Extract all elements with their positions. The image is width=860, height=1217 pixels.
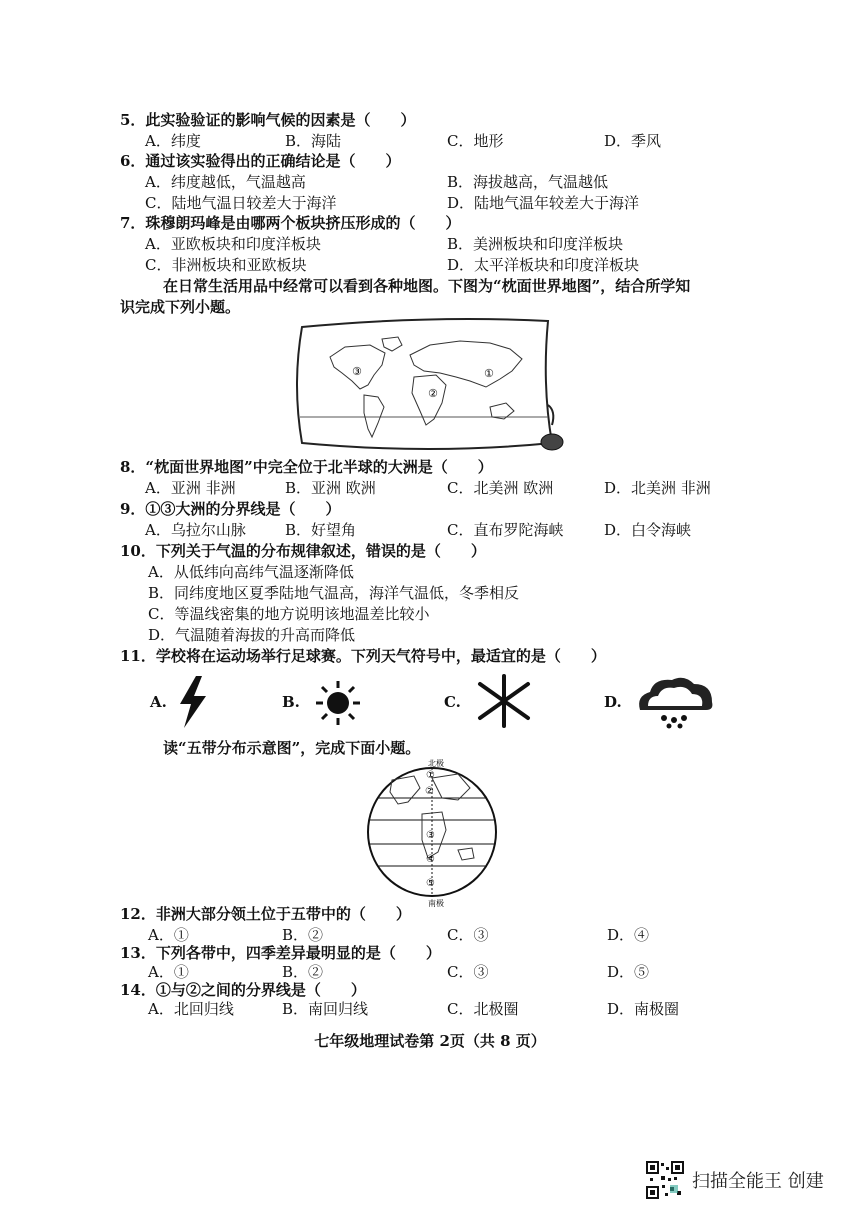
five-zones-globe [362, 758, 502, 908]
q11-stem: 11．学校将在运动场举行足球赛。下列天气符号中，最适宜的是（ ） [120, 647, 606, 665]
qr-code-icon [646, 1161, 684, 1199]
q14-option-b: B．南回归线 [282, 1000, 369, 1018]
page-footer: 七年级地理试卷第 2页（共 8 页） [314, 1032, 546, 1050]
q10-stem: 10．下列关于气温的分布规律叙述，错误的是（ ） [120, 542, 486, 560]
q7-option-c: C．非洲板块和亚欧板块 [145, 256, 307, 274]
q12-option-c: C．③ [447, 926, 489, 944]
map-label-2: ② [428, 387, 438, 400]
globe-zone-5: ⑤ [426, 878, 435, 889]
q9-option-a: A．乌拉尔山脉 [145, 521, 246, 539]
q14-stem: 14．①与②之间的分界线是（ ） [120, 981, 366, 999]
globe-zone-3: ③ [426, 830, 435, 841]
q5-option-c: C．地形 [447, 132, 504, 150]
q10-option-a: A．从低纬向高纬气温逐渐降低 [148, 563, 354, 581]
map-label-3: ③ [352, 365, 362, 378]
q6-stem: 6．通过该实验得出的正确结论是（ ） [120, 152, 401, 170]
q10-option-d: D．气温随着海拔的升高而降低 [148, 626, 356, 644]
q5-option-b: B．海陆 [285, 132, 342, 150]
q6-option-c: C．陆地气温日较差大于海洋 [145, 194, 337, 212]
intro-pillow-map-line1: 在日常生活用品中经常可以看到各种地图。下图为“枕面世界地图”，结合所学知 [163, 277, 691, 295]
q9-option-c: C．直布罗陀海峡 [447, 521, 564, 539]
q11-option-a: A. [150, 693, 167, 711]
q13-option-d: D．⑤ [607, 963, 650, 981]
q5-stem: 5．此实验验证的影响气候的因素是（ ） [120, 111, 416, 129]
map-label-1: ① [484, 367, 494, 380]
q6-option-b: B．海拔越高，气温越低 [447, 173, 609, 191]
q7-option-d: D．太平洋板块和印度洋板块 [447, 256, 640, 274]
q6-option-a: A．纬度越低，气温越高 [145, 173, 306, 191]
scanner-watermark [646, 1160, 824, 1200]
q12-option-b: B．② [282, 926, 324, 944]
snow-icon [474, 674, 534, 728]
globe-zone-2: ② [425, 786, 434, 797]
q13-stem: 13．下列各带中，四季差异最明显的是（ ） [120, 944, 441, 962]
q13-option-b: B．② [282, 963, 324, 981]
q14-option-c: C．北极圈 [447, 1000, 519, 1018]
sun-icon [314, 679, 362, 727]
q11-option-b: B. [282, 693, 300, 711]
q8-option-c: C．北美洲 欧洲 [447, 479, 554, 497]
q11-option-c: C. [444, 693, 461, 711]
globe-zone-1: ① [426, 770, 435, 781]
q7-stem: 7．珠穆朗玛峰是由哪两个板块挤压形成的（ ） [120, 214, 461, 232]
pillow-world-map [290, 315, 570, 455]
q5-option-d: D．季风 [604, 132, 662, 150]
q7-option-b: B．美洲板块和印度洋板块 [447, 235, 624, 253]
q9-option-d: D．白令海峡 [604, 521, 692, 539]
q7-option-a: A．亚欧板块和印度洋板块 [145, 235, 321, 253]
q9-option-b: B．好望角 [285, 521, 357, 539]
globe-south-pole: 南极 [428, 899, 444, 908]
intro-pillow-map-line2: 识完成下列小题。 [120, 298, 241, 316]
q14-option-a: A．北回归线 [148, 1000, 234, 1018]
q8-option-b: B．亚洲 欧洲 [285, 479, 376, 497]
q10-option-b: B．同纬度地区夏季陆地气温高，海洋气温低，冬季相反 [148, 584, 520, 602]
intro-five-zones: 读“五带分布示意图”，完成下面小题。 [163, 739, 421, 757]
q5-option-a: A．纬度 [145, 132, 201, 150]
q14-option-d: D．南极圈 [607, 1000, 680, 1018]
q13-option-c: C．③ [447, 963, 489, 981]
globe-north-pole: 北极 [428, 759, 444, 768]
q10-option-c: C．等温线密集的地方说明该地温差比较小 [148, 605, 430, 623]
q8-option-d: D．北美洲 非洲 [604, 479, 711, 497]
q9-stem: 9．①③大洲的分界线是（ ） [120, 500, 341, 518]
q12-stem: 12．非洲大部分领土位于五带中的（ ） [120, 905, 411, 923]
watermark-text: 扫描全能王 创建 [692, 1171, 824, 1192]
q8-stem: 8．“枕面世界地图”中完全位于北半球的大洲是（ ） [120, 458, 493, 476]
q12-option-a: A．① [148, 926, 189, 944]
globe-zone-4: ④ [426, 854, 435, 865]
q13-option-a: A．① [148, 963, 189, 981]
lightning-icon [176, 676, 210, 728]
q8-option-a: A．亚洲 非洲 [145, 479, 236, 497]
rain-cloud-icon [634, 674, 716, 730]
q11-option-d: D. [604, 693, 622, 711]
q12-option-d: D．④ [607, 926, 650, 944]
q6-option-d: D．陆地气温年较差大于海洋 [447, 194, 640, 212]
